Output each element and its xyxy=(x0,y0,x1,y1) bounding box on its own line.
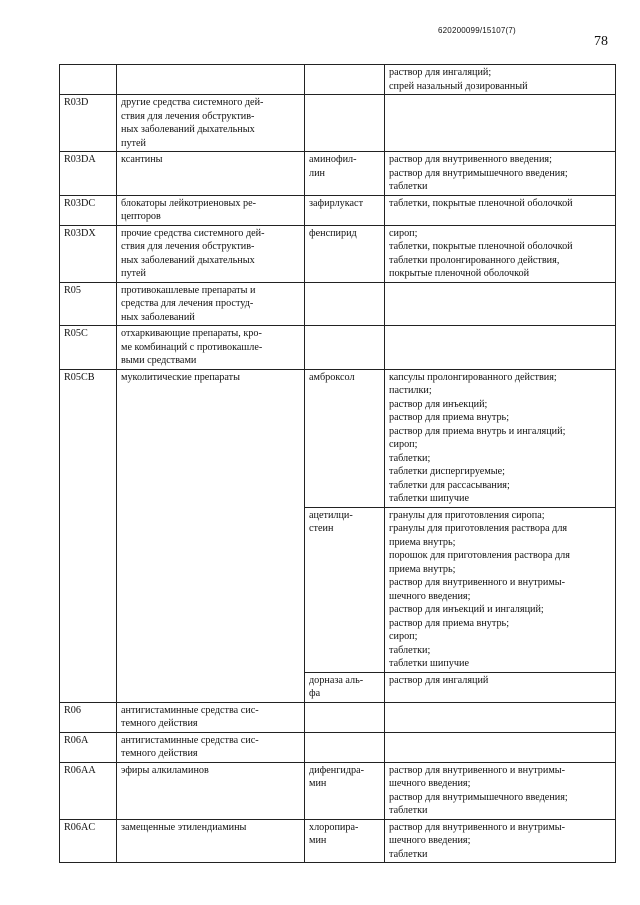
dosage-form-cell xyxy=(385,65,616,95)
dosage-form-line: покрытые пленочной оболочкой xyxy=(389,268,530,279)
dosage-form-line: таблетки xyxy=(389,848,428,860)
drug-name-line: амброксол xyxy=(309,371,355,383)
dosage-form-line: раствор для внутривенного и внутримы- xyxy=(389,577,566,588)
drug-name-line: дифенгидра- xyxy=(309,764,365,776)
group-name-cell xyxy=(117,95,305,152)
dosage-form-line: таблетки, покрытые пленочной оболочкой xyxy=(389,241,573,252)
dosage-form-line: раствор для внутривенного введения; xyxy=(389,154,552,165)
drug-name-cell xyxy=(305,672,385,702)
dosage-form-line: раствор для внутримышечного введения; xyxy=(389,167,568,179)
group-name-line: путей xyxy=(121,268,146,279)
drug-name-line: стеин xyxy=(309,523,334,534)
dosage-form-cell xyxy=(385,282,616,326)
dosage-form-line: раствор для внутривенного и внутримы- xyxy=(389,821,566,833)
drug-classification-table xyxy=(59,64,616,863)
dosage-form-line: раствор для инъекций; xyxy=(389,398,488,410)
group-name-cell xyxy=(117,152,305,196)
dosage-form-cell xyxy=(385,507,616,672)
document-code: 620200099/15107(7) xyxy=(438,26,516,35)
drug-name-cell xyxy=(305,507,385,672)
group-name-line: замещенные этилендиамины xyxy=(121,821,247,833)
group-name-cell xyxy=(117,819,305,863)
dosage-form-cell xyxy=(385,819,616,863)
table-row xyxy=(60,65,616,95)
dosage-form-cell xyxy=(385,326,616,370)
dosage-form-line: таблетки диспергируемые; xyxy=(389,466,505,477)
dosage-form-line: таблетки для рассасывания; xyxy=(389,479,510,491)
dosage-form-line: раствор для приема внутрь; xyxy=(389,412,510,423)
drug-name-line: хлоропирa- xyxy=(309,821,359,833)
atc-code-cell: R03D xyxy=(60,95,117,152)
dosage-form-line: гранулы для приготовления сиропа; xyxy=(389,509,545,521)
atc-code-cell: R06AC xyxy=(60,819,117,863)
group-name-line: ме комбинаций с противокашле- xyxy=(121,341,263,353)
group-name-cell xyxy=(117,369,305,702)
atc-code-cell: R06AA xyxy=(60,762,117,819)
dosage-form-cell xyxy=(385,702,616,732)
group-name-line: блокаторы лейкотриеновых ре- xyxy=(121,197,256,209)
dosage-form-line: приема внутрь; xyxy=(389,563,456,575)
drug-name-cell xyxy=(305,152,385,196)
drug-name-cell xyxy=(305,819,385,863)
drug-name-line: ацетилци- xyxy=(309,509,353,521)
drug-name-line: мин xyxy=(309,778,327,789)
drug-name-line: лин xyxy=(309,167,325,179)
group-name-line: прочие средства системного дей- xyxy=(121,227,265,239)
dosage-form-line: таблетки пролонгированного действия, xyxy=(389,254,560,266)
atc-code-cell: R05 xyxy=(60,282,117,326)
group-name-line: ствия для лечения обструктив- xyxy=(121,241,255,252)
table-row xyxy=(60,282,616,326)
table-row xyxy=(60,195,616,225)
dosage-form-cell xyxy=(385,225,616,282)
dosage-form-line: шечного введения; xyxy=(389,778,471,789)
dosage-form-line: таблетки шипучие xyxy=(389,658,469,669)
group-name-cell xyxy=(117,225,305,282)
dosage-form-line: спрей назальный дозированный xyxy=(389,80,528,92)
group-name-cell xyxy=(117,702,305,732)
dosage-form-cell xyxy=(385,762,616,819)
atc-code-cell: R03DX xyxy=(60,225,117,282)
dosage-form-line: раствор для внутривенного и внутримы- xyxy=(389,764,566,776)
dosage-form-line: капсулы пролонгированного действия; xyxy=(389,371,557,383)
table-row xyxy=(60,819,616,863)
table-row xyxy=(60,225,616,282)
atc-code-cell: R06 xyxy=(60,702,117,732)
group-name-cell xyxy=(117,65,305,95)
dosage-form-line: шечного введения; xyxy=(389,835,471,846)
dosage-form-line: пастилки; xyxy=(389,385,432,396)
group-name-line: другие средства системного дей- xyxy=(121,97,264,108)
dosage-form-cell xyxy=(385,195,616,225)
drug-name-line: дорназа аль- xyxy=(309,674,364,686)
dosage-form-cell xyxy=(385,672,616,702)
group-name-line: темного действия xyxy=(121,718,198,729)
drug-name-cell xyxy=(305,369,385,507)
atc-code-cell: R05C xyxy=(60,326,117,370)
dosage-form-line: сироп; xyxy=(389,439,418,450)
drug-name-cell xyxy=(305,702,385,732)
dosage-form-line: таблетки; xyxy=(389,644,431,656)
dosage-form-line: таблетки; xyxy=(389,452,431,464)
atc-code-cell: R03DA xyxy=(60,152,117,196)
dosage-form-line: раствор для приема внутрь и ингаляций; xyxy=(389,425,566,437)
dosage-form-line: таблетки xyxy=(389,805,428,816)
dosage-form-line: таблетки, покрытые пленочной оболочкой xyxy=(389,197,573,209)
dosage-form-line: раствор для инъекций и ингаляций; xyxy=(389,604,544,615)
dosage-form-line: гранулы для приготовления раствора для xyxy=(389,523,568,534)
drug-name-cell xyxy=(305,65,385,95)
drug-name-line: фенспирид xyxy=(309,227,357,239)
atc-code-cell: R06A xyxy=(60,732,117,762)
group-name-cell xyxy=(117,282,305,326)
group-name-cell xyxy=(117,326,305,370)
dosage-form-line: раствор для ингаляций; xyxy=(389,67,492,78)
dosage-form-cell xyxy=(385,152,616,196)
group-name-line: выми средствами xyxy=(121,355,197,366)
group-name-line: ных заболеваний дыхательных xyxy=(121,124,255,135)
drug-name-cell xyxy=(305,195,385,225)
group-name-line: муколитические препараты xyxy=(121,371,240,383)
drug-name-cell xyxy=(305,732,385,762)
group-name-line: антигистаминные средства сис- xyxy=(121,704,259,716)
group-name-line: антигистаминные средства сис- xyxy=(121,734,259,746)
table-row xyxy=(60,702,616,732)
group-name-cell xyxy=(117,732,305,762)
drug-name-cell xyxy=(305,95,385,152)
dosage-form-line: таблетки xyxy=(389,181,428,192)
drug-name-cell xyxy=(305,326,385,370)
group-name-line: цепторов xyxy=(121,211,161,222)
drug-name-cell xyxy=(305,282,385,326)
dosage-form-cell xyxy=(385,369,616,507)
drug-name-line: фа xyxy=(309,688,321,699)
group-name-line: противокашлевые препараты и xyxy=(121,284,256,296)
table-row xyxy=(60,369,616,507)
drug-name-cell xyxy=(305,762,385,819)
group-name-line: ксантины xyxy=(121,154,163,165)
dosage-form-line: сироп; xyxy=(389,227,418,239)
table-row xyxy=(60,95,616,152)
dosage-form-cell xyxy=(385,95,616,152)
dosage-form-line: порошок для приготовления раствора для xyxy=(389,550,570,561)
dosage-form-cell xyxy=(385,732,616,762)
atc-code-cell: R03DC xyxy=(60,195,117,225)
drug-name-line: аминофил- xyxy=(309,154,357,165)
table-row xyxy=(60,762,616,819)
group-name-line: эфиры алкиламинов xyxy=(121,764,209,776)
group-name-cell xyxy=(117,762,305,819)
group-name-line: отхаркивающие препараты, кро- xyxy=(121,328,262,339)
atc-code-cell: R05CB xyxy=(60,369,117,702)
table-row xyxy=(60,326,616,370)
drug-name-line: мин xyxy=(309,835,327,846)
dosage-form-line: приема внутрь; xyxy=(389,536,456,548)
dosage-form-line: раствор для внутримышечного введения; xyxy=(389,791,568,803)
group-name-line: ных заболеваний xyxy=(121,311,195,323)
group-name-cell xyxy=(117,195,305,225)
dosage-form-line: раствор для ингаляций xyxy=(389,674,489,686)
table-row xyxy=(60,152,616,196)
atc-code-cell xyxy=(60,65,117,95)
dosage-form-line: сироп; xyxy=(389,631,418,642)
page-number: 78 xyxy=(594,34,608,49)
dosage-form-line: шечного введения; xyxy=(389,590,471,602)
dosage-form-line: раствор для приема внутрь; xyxy=(389,617,510,629)
table-row xyxy=(60,732,616,762)
drug-name-line: зафирлукаст xyxy=(309,197,364,209)
group-name-line: средства для лечения простуд- xyxy=(121,298,254,309)
group-name-line: темного действия xyxy=(121,748,198,759)
dosage-form-line: таблетки шипучие xyxy=(389,493,469,504)
group-name-line: ствия для лечения обструктив- xyxy=(121,110,255,122)
drug-name-cell xyxy=(305,225,385,282)
group-name-line: путей xyxy=(121,137,146,149)
group-name-line: ных заболеваний дыхательных xyxy=(121,254,255,266)
